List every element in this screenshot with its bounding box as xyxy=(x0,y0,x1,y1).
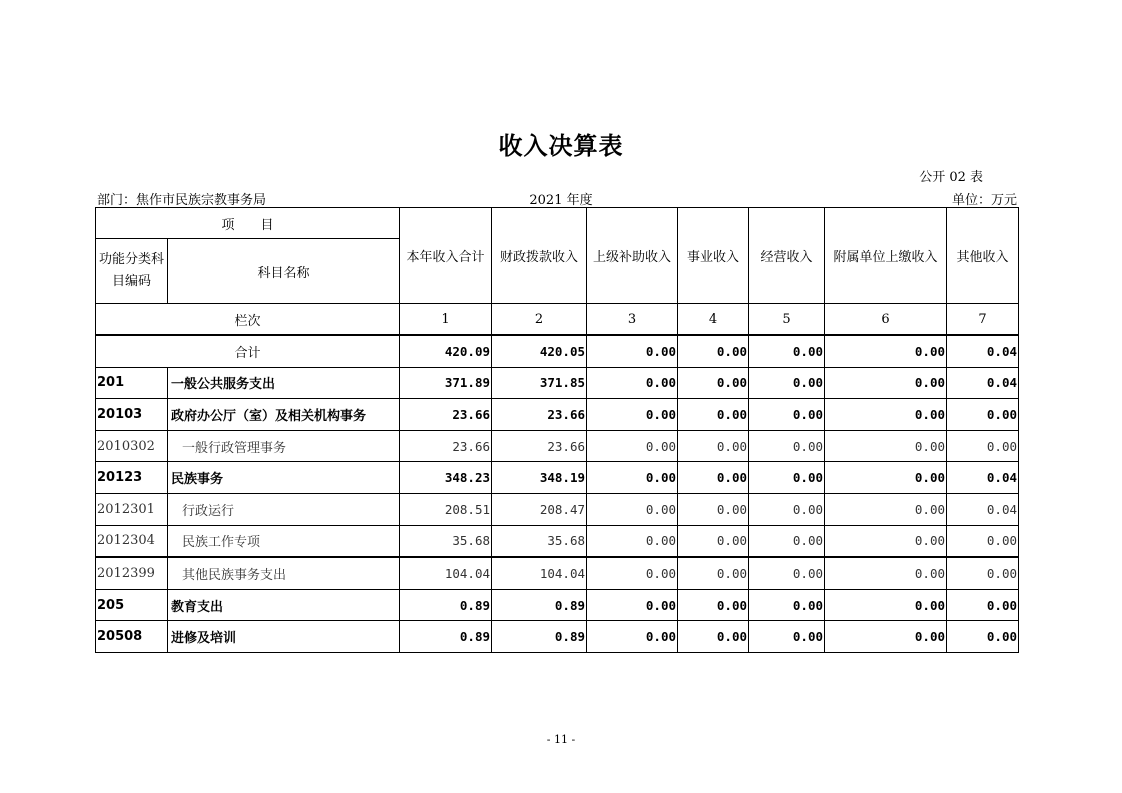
row-value: 0.00 xyxy=(678,462,749,494)
column-header: 本年收入合计 xyxy=(400,208,492,304)
row-value: 0.00 xyxy=(749,462,825,494)
row-value: 0.00 xyxy=(947,399,1019,431)
income-table xyxy=(95,207,1019,653)
total-value: 0.00 xyxy=(749,335,825,367)
row-value: 0.00 xyxy=(825,367,947,399)
table-row xyxy=(96,493,1019,525)
row-value: 0.00 xyxy=(825,525,947,557)
row-value: 0.00 xyxy=(825,557,947,589)
row-value: 23.66 xyxy=(400,430,492,462)
row-name: 民族事务 xyxy=(168,462,400,494)
unit-label: 单位：万元 xyxy=(951,193,1017,208)
total-value: 0.00 xyxy=(825,335,947,367)
row-value: 0.00 xyxy=(678,367,749,399)
row-value: 23.66 xyxy=(400,399,492,431)
row-value: 0.00 xyxy=(825,621,947,653)
row-code: 2012399 xyxy=(96,557,168,589)
column-header: 其他收入 xyxy=(947,208,1019,304)
row-value: 0.00 xyxy=(678,621,749,653)
code-header: 功能分类科目编码 xyxy=(96,239,168,304)
row-value: 0.00 xyxy=(749,367,825,399)
total-value: 420.09 xyxy=(400,335,492,367)
seq-number: 1 xyxy=(400,304,492,336)
table-row xyxy=(96,589,1019,621)
row-name: 政府办公厅（室）及相关机构事务 xyxy=(168,399,400,431)
row-value: 0.00 xyxy=(678,557,749,589)
row-code: 20508 xyxy=(96,621,168,653)
row-code: 2012304 xyxy=(96,525,168,557)
row-code: 201 xyxy=(96,367,168,399)
table-row xyxy=(96,430,1019,462)
row-value: 0.00 xyxy=(587,493,678,525)
row-value: 104.04 xyxy=(400,557,492,589)
row-value: 348.23 xyxy=(400,462,492,494)
table-row xyxy=(96,367,1019,399)
table-row xyxy=(96,621,1019,653)
row-name: 其他民族事务支出 xyxy=(168,557,400,589)
row-value: 0.89 xyxy=(400,621,492,653)
table-row xyxy=(96,525,1019,557)
row-code: 2012301 xyxy=(96,493,168,525)
row-value: 0.00 xyxy=(678,430,749,462)
row-value: 0.00 xyxy=(947,589,1019,621)
form-number: 公开 02 表 xyxy=(919,170,983,185)
seq-number: 5 xyxy=(749,304,825,336)
name-header: 科目名称 xyxy=(168,239,400,304)
row-name: 一般公共服务支出 xyxy=(168,367,400,399)
row-value: 0.00 xyxy=(587,589,678,621)
total-value: 420.05 xyxy=(492,335,587,367)
table-row xyxy=(96,462,1019,494)
total-value: 0.00 xyxy=(587,335,678,367)
row-value: 0.00 xyxy=(587,367,678,399)
row-value: 0.00 xyxy=(825,589,947,621)
seq-number: 2 xyxy=(492,304,587,336)
row-value: 0.00 xyxy=(587,525,678,557)
row-value: 104.04 xyxy=(492,557,587,589)
row-value: 0.89 xyxy=(492,621,587,653)
row-value: 0.00 xyxy=(749,525,825,557)
row-value: 0.00 xyxy=(678,493,749,525)
row-value: 0.00 xyxy=(587,621,678,653)
row-value: 0.00 xyxy=(825,399,947,431)
table-row xyxy=(96,399,1019,431)
seq-number: 6 xyxy=(825,304,947,336)
row-value: 0.04 xyxy=(947,493,1019,525)
row-value: 23.66 xyxy=(492,430,587,462)
item-header: 项 目 xyxy=(96,208,400,239)
total-row xyxy=(96,335,1019,367)
row-value: 0.00 xyxy=(825,462,947,494)
seq-number: 3 xyxy=(587,304,678,336)
seq-number: 7 xyxy=(947,304,1019,336)
row-value: 0.00 xyxy=(825,430,947,462)
total-label: 合计 xyxy=(96,335,400,367)
column-header: 上级补助收入 xyxy=(587,208,678,304)
row-value: 0.00 xyxy=(749,557,825,589)
row-value: 348.19 xyxy=(492,462,587,494)
column-header: 财政拨款收入 xyxy=(492,208,587,304)
row-name: 一般行政管理事务 xyxy=(168,430,400,462)
row-value: 0.00 xyxy=(947,430,1019,462)
row-value: 0.04 xyxy=(947,367,1019,399)
row-value: 0.00 xyxy=(947,525,1019,557)
seq-label: 栏次 xyxy=(96,304,400,336)
total-value: 0.00 xyxy=(678,335,749,367)
row-value: 0.04 xyxy=(947,462,1019,494)
row-name: 进修及培训 xyxy=(168,621,400,653)
page-title: 收入决算表 xyxy=(498,132,624,160)
column-header: 经营收入 xyxy=(749,208,825,304)
row-value: 0.00 xyxy=(947,557,1019,589)
column-header: 附属单位上缴收入 xyxy=(825,208,947,304)
row-value: 0.00 xyxy=(587,462,678,494)
row-code: 20103 xyxy=(96,399,168,431)
row-value: 0.89 xyxy=(492,589,587,621)
row-value: 0.00 xyxy=(749,399,825,431)
row-value: 0.00 xyxy=(749,621,825,653)
row-value: 0.00 xyxy=(678,525,749,557)
row-value: 35.68 xyxy=(400,525,492,557)
department-label: 部门：焦作市民族宗教事务局 xyxy=(97,193,267,208)
row-value: 0.00 xyxy=(678,399,749,431)
row-value: 0.00 xyxy=(587,399,678,431)
row-value: 0.00 xyxy=(749,430,825,462)
column-header: 事业收入 xyxy=(678,208,749,304)
row-name: 行政运行 xyxy=(168,493,400,525)
table-row xyxy=(96,557,1019,589)
row-value: 35.68 xyxy=(492,525,587,557)
page-number: - 11 - xyxy=(546,733,576,746)
year-label: 2021 年度 xyxy=(529,193,593,208)
row-value: 0.89 xyxy=(400,589,492,621)
seq-number: 4 xyxy=(678,304,749,336)
row-name: 教育支出 xyxy=(168,589,400,621)
row-value: 0.00 xyxy=(947,621,1019,653)
row-value: 0.00 xyxy=(587,430,678,462)
row-code: 205 xyxy=(96,589,168,621)
row-value: 0.00 xyxy=(825,493,947,525)
total-value: 0.04 xyxy=(947,335,1019,367)
row-value: 208.47 xyxy=(492,493,587,525)
row-value: 0.00 xyxy=(749,493,825,525)
row-value: 371.89 xyxy=(400,367,492,399)
row-value: 371.85 xyxy=(492,367,587,399)
row-value: 0.00 xyxy=(587,557,678,589)
row-name: 民族工作专项 xyxy=(168,525,400,557)
row-value: 23.66 xyxy=(492,399,587,431)
row-code: 2010302 xyxy=(96,430,168,462)
row-value: 0.00 xyxy=(749,589,825,621)
row-code: 20123 xyxy=(96,462,168,494)
row-value: 208.51 xyxy=(400,493,492,525)
row-value: 0.00 xyxy=(678,589,749,621)
